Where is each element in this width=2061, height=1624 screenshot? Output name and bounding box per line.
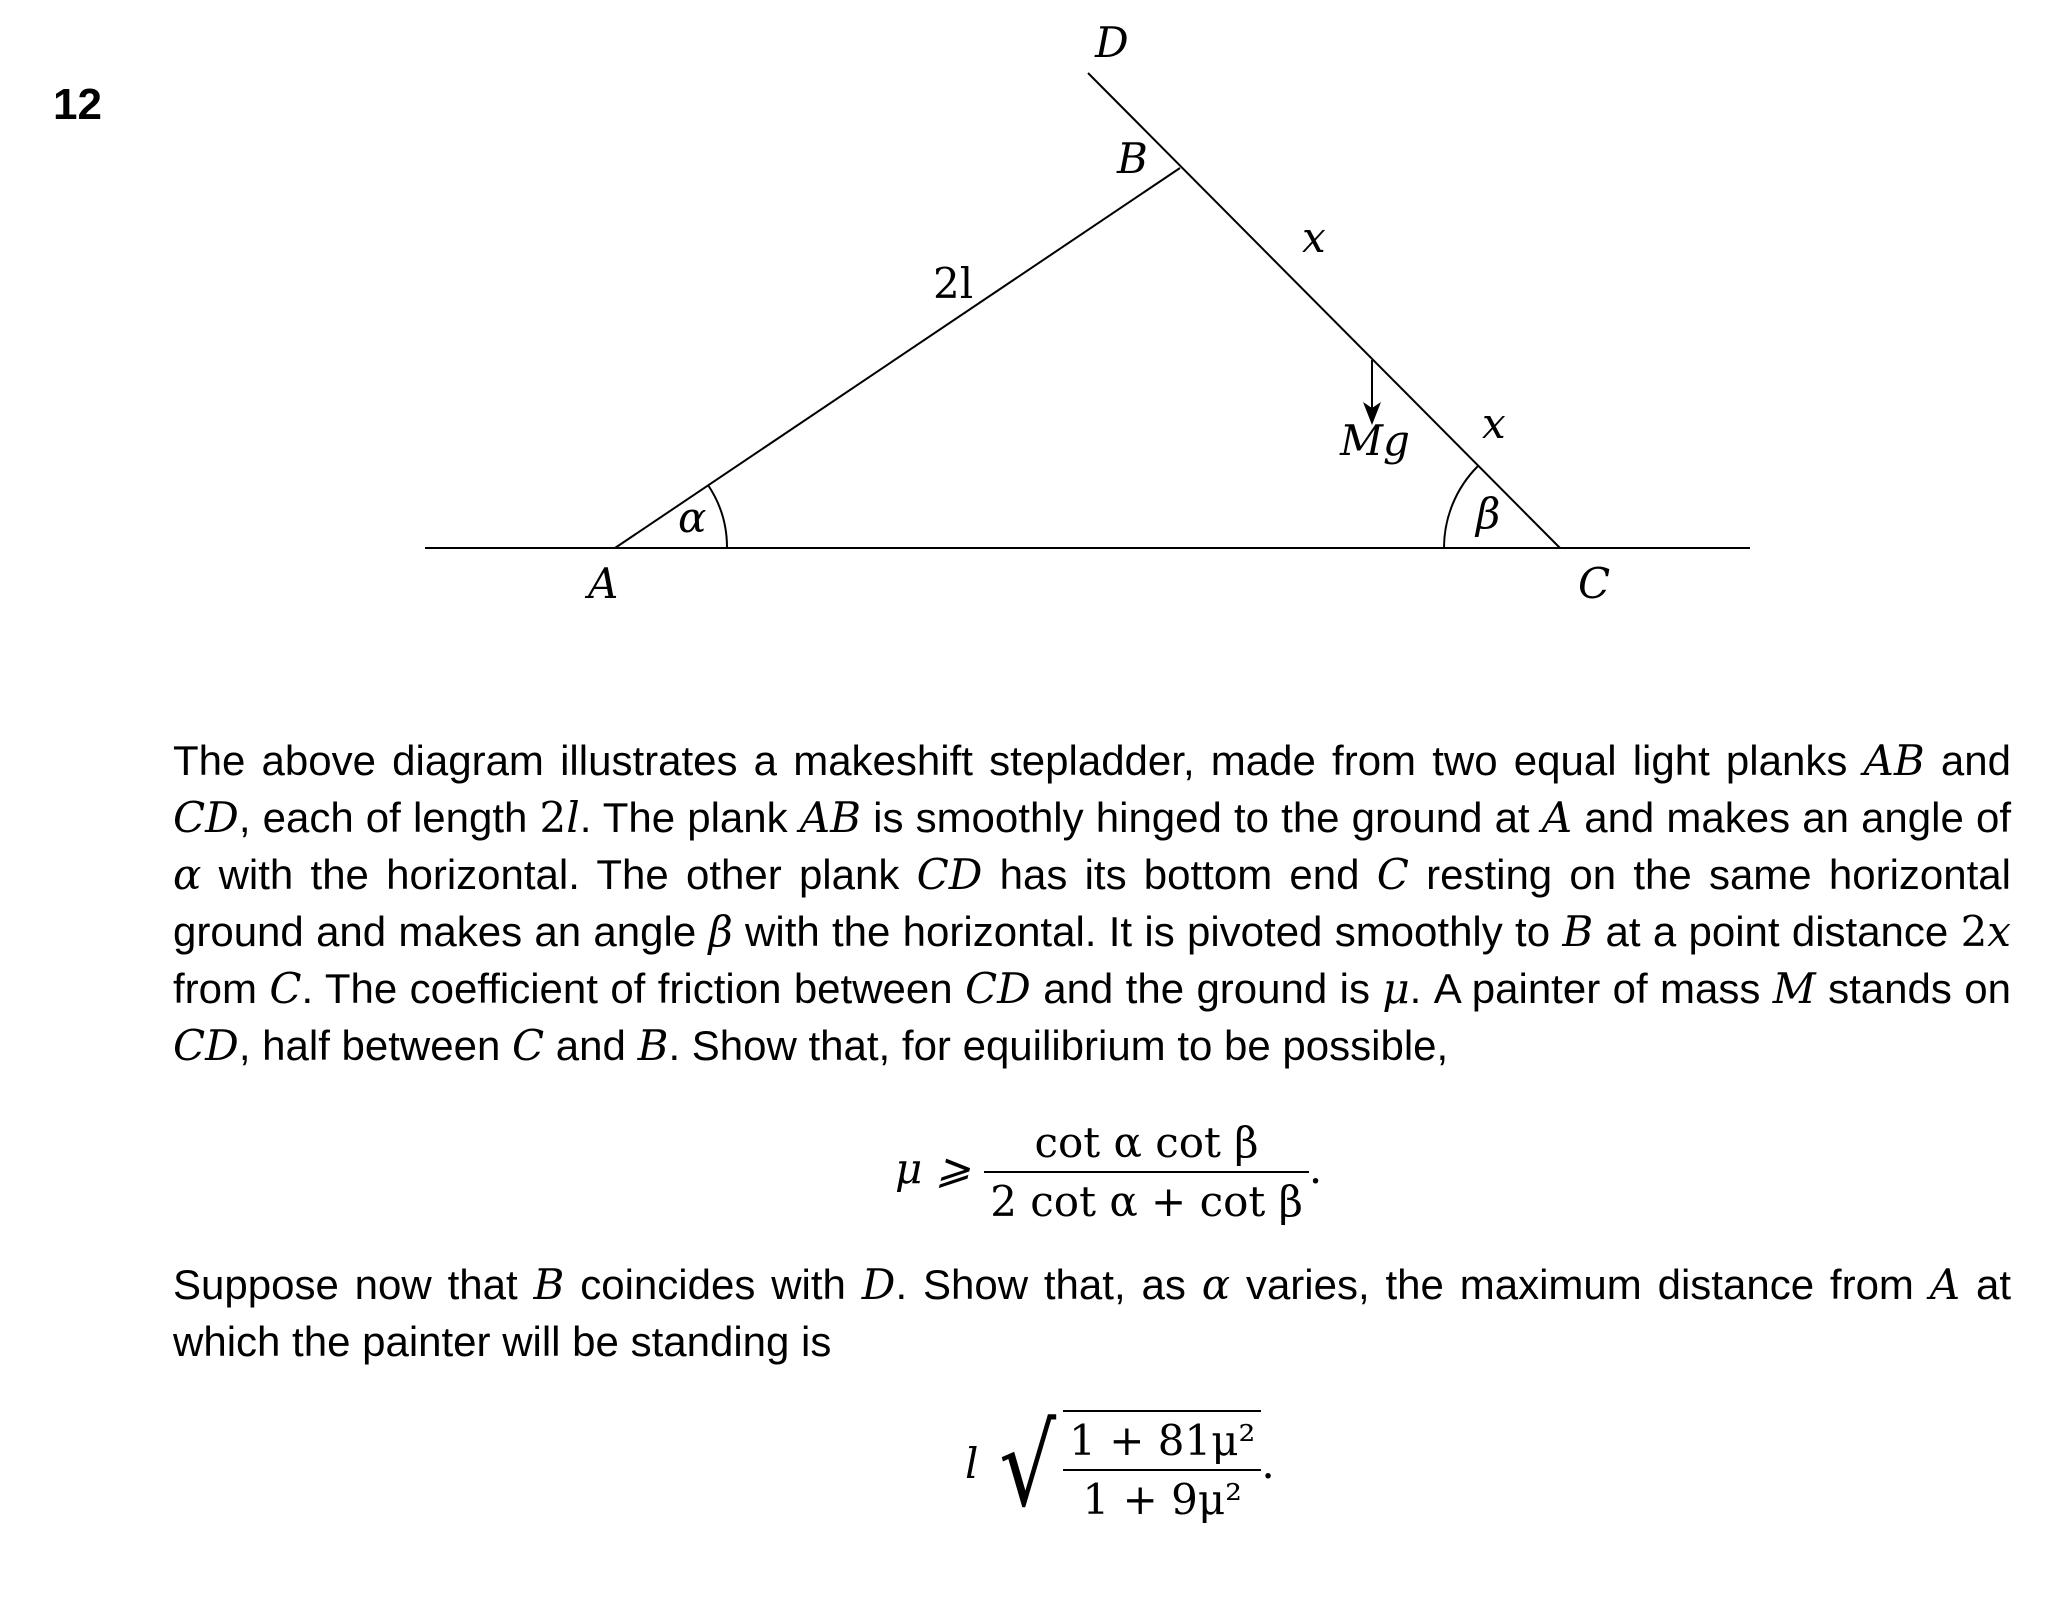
label-c: C [1578, 559, 1611, 608]
label-b: B [1117, 134, 1148, 183]
stepladder-diagram [0, 0, 2061, 680]
equation-2-denominator: 1 + 9μ² [1082, 1475, 1242, 1524]
label-beta: β [1476, 489, 1501, 538]
label-a: A [588, 559, 619, 608]
angle-beta-arc [1444, 466, 1478, 548]
label-x-lower: x [1482, 399, 1506, 448]
equation-2-end: . [1261, 1439, 1275, 1488]
equation-friction-condition [895, 1118, 1322, 1226]
equation-2-l: l [965, 1439, 979, 1488]
equation-1-fraction [984, 1118, 1309, 1226]
angle-alpha-arc [708, 485, 727, 548]
label-alpha: α [678, 493, 707, 542]
label-x-upper: x [1302, 213, 1326, 262]
label-2l: 2l [933, 259, 974, 308]
problem-paragraph-1: The above diagram illustrates a makeshift stepladder, made from two equal light planks AB and CD, each of length 2l. The plank AB is smoothly hinged to the ground at A and makes an angle of α with the horizontal. The other plank CD has its bottom end C resting on the same horizontal ground and makes an angle β with the horizontal. It is pivoted smoothly to B at a point distance 2x from C. The coefficient of friction between CD and the ground is μ. A painter of mass M stands on CD, half between C and B. Show that, for equilibrium to be possible, [173, 736, 2011, 1070]
label-d: D [1095, 18, 1129, 67]
problem-paragraph-2: Suppose now that B coincides with D. Show that, as α varies, the maximum distance from A at which the painter will be standing is [173, 1260, 2012, 1365]
question-number: 12 [53, 80, 102, 129]
equation-1-lhs: μ ⩾ [895, 1144, 971, 1193]
radical-sign: √ [998, 1402, 1057, 1532]
label-mg: Mg [1340, 416, 1410, 465]
plank-cd [1088, 73, 1560, 548]
equation-max-distance [965, 1402, 1275, 1532]
equation-1-denominator: 2 cot α + cot β [990, 1177, 1303, 1226]
equation-1-numerator: cot α cot β [984, 1118, 1309, 1173]
equation-2-numerator: 1 + 81μ² [1063, 1416, 1261, 1471]
equation-2-fraction [1063, 1416, 1261, 1524]
equation-1-end: . [1308, 1144, 1323, 1193]
equation-2-sqrt [992, 1402, 1262, 1532]
plank-ab [615, 168, 1180, 548]
